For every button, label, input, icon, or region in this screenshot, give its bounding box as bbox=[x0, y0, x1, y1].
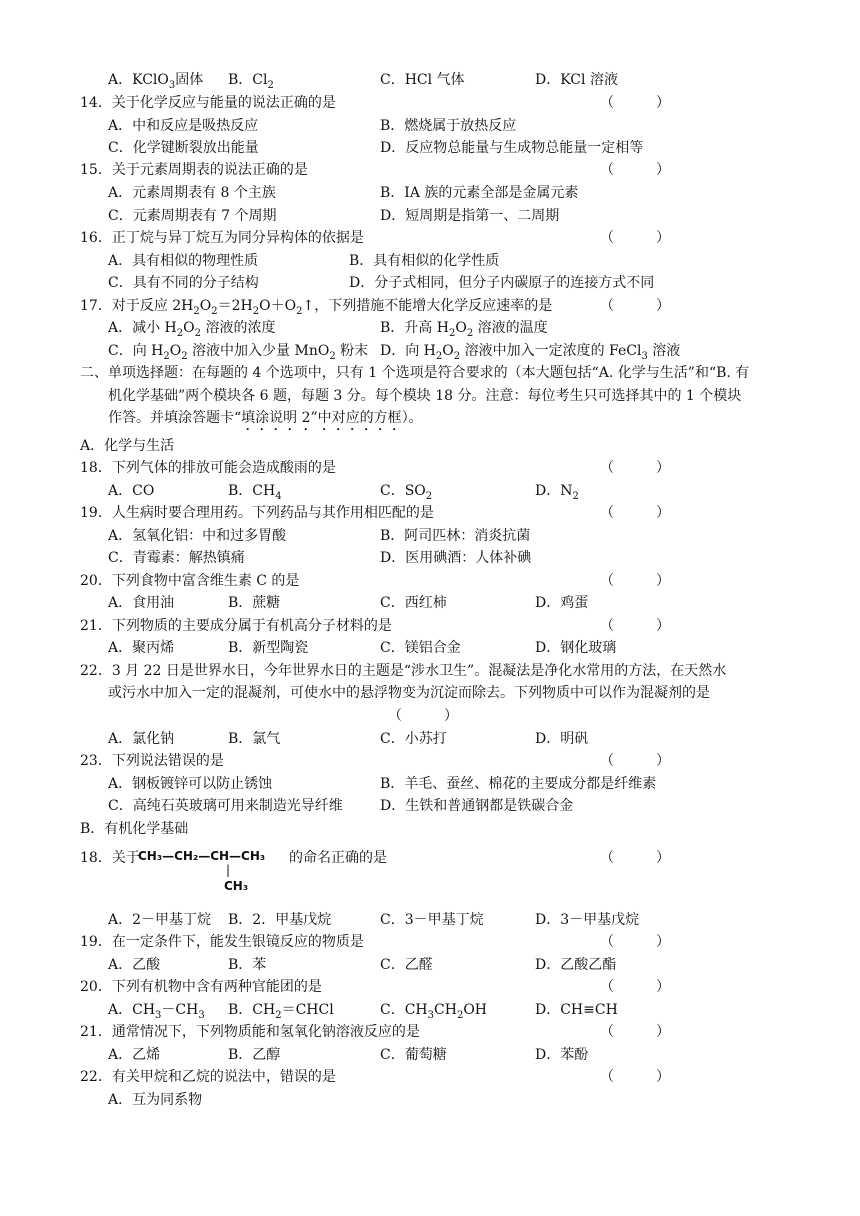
b19-option-b: B．苯 bbox=[228, 957, 267, 973]
formula-branch-bond: | bbox=[226, 863, 231, 877]
a19-option-d: D．医用碘酒：人体补碘 bbox=[380, 550, 532, 566]
a22-option-d: D．明矾 bbox=[535, 731, 589, 747]
a19-option-c: C．青霉素：解热镇痛 bbox=[108, 550, 245, 566]
b19-answer-paren: （ ） bbox=[600, 934, 670, 950]
a23-answer-paren: （ ） bbox=[600, 753, 670, 769]
a23-option-c: C．高纯石英玻璃可用来制造光导纤维 bbox=[108, 798, 343, 814]
q13-option-a: A．KClO$_3$固体 bbox=[108, 72, 204, 91]
b22-answer-paren: （ ） bbox=[600, 1069, 670, 1085]
q14-stem: 14．关于化学反应与能量的说法正确的是 bbox=[80, 95, 336, 111]
b21-option-c: C．葡萄糖 bbox=[380, 1047, 447, 1063]
b19-option-c: C．乙醛 bbox=[380, 957, 433, 973]
a18-answer-paren: （ ） bbox=[600, 460, 670, 476]
a21-option-b: B．新型陶瓷 bbox=[228, 640, 309, 656]
b20-option-a: A．$CH_3-CH_3$ bbox=[108, 1002, 205, 1021]
a23-option-d: D．生铁和普通钢都是铁碳合金 bbox=[380, 798, 574, 814]
b18-option-b: B．2．甲基戊烷 bbox=[228, 912, 332, 928]
b20-option-b: B．$CH_2=CHCl$ bbox=[228, 1002, 334, 1021]
q16-option-a: A．具有相似的物理性质 bbox=[108, 253, 259, 269]
b21-answer-paren: （ ） bbox=[600, 1024, 670, 1040]
q14-option-b: B．燃烧属于放热反应 bbox=[380, 118, 517, 134]
section2-instructions-line1: 二、单项选择题：在每题的 4 个选项中，只有 1 个选项是符合要求的（本大题包括“A. 化学与生活”和“B. 有 bbox=[80, 365, 750, 381]
q14-option-c: C．化学键断裂放出能量 bbox=[108, 140, 259, 156]
b21-option-b: B．乙醇 bbox=[228, 1047, 281, 1063]
a20-stem: 20．下列食物中富含维生素 C 的是 bbox=[80, 573, 300, 589]
q14-option-d: D．反应物总能量与生成物总能量一定相等 bbox=[380, 140, 644, 156]
q16-option-b: B．具有相似的化学性质 bbox=[349, 253, 500, 269]
a22-option-c: C．小苏打 bbox=[380, 731, 447, 747]
structural-formula bbox=[138, 848, 288, 898]
a23-option-a: A．钢板镀锌可以防止锈蚀 bbox=[108, 776, 273, 792]
a19-answer-paren: （ ） bbox=[600, 505, 670, 521]
a20-option-c: C．西红柿 bbox=[380, 595, 447, 611]
b22-option-a: A．互为同系物 bbox=[108, 1092, 203, 1108]
q17-option-b: B．升高 $H_2O_2$ 溶液的温度 bbox=[380, 320, 548, 339]
a18-stem: 18．下列气体的排放可能会造成酸雨的是 bbox=[80, 460, 336, 476]
b20-answer-paren: （ ） bbox=[600, 979, 670, 995]
b22-stem: 22．有关甲烷和乙烷的说法中，错误的是 bbox=[80, 1069, 336, 1085]
b21-option-a: A．乙烯 bbox=[108, 1047, 161, 1063]
b18-answer-paren: （ ） bbox=[600, 850, 670, 866]
a23-option-b: B．羊毛、蚕丝、棉花的主要成分都是纤维素 bbox=[380, 776, 657, 792]
b18-stem-prefix: 18．关于 bbox=[80, 850, 140, 866]
q15-option-a: A．元素周期表有 8 个主族 bbox=[108, 185, 276, 201]
a22-stem-line2: 或污水中加入一定的混凝剂，可使水中的悬浮物变为沉淀而除去。下列物质中可以作为混凝剂的是 bbox=[108, 685, 710, 701]
a21-answer-paren: （ ） bbox=[600, 618, 670, 634]
q13-option-d: D．KCl 溶液 bbox=[535, 72, 618, 88]
b21-stem: 21．通常情况下，下列物质能和氢氧化钠溶液反应的是 bbox=[80, 1024, 420, 1040]
a22-option-a: A．氯化钠 bbox=[108, 731, 175, 747]
b18-stem-suffix: 的命名正确的是 bbox=[289, 850, 387, 866]
q17-answer-paren: （ ） bbox=[600, 298, 670, 314]
b19-stem: 19．在一定条件下，能发生银镜反应的物质是 bbox=[80, 934, 364, 950]
module-a-title: A．化学与生活 bbox=[80, 438, 175, 454]
b18-option-c: C．3－甲基丁烷 bbox=[380, 912, 484, 928]
a22-stem-line1: 22．3 月 22 日是世界水日，今年世界水日的主题是“涉水卫生”。混凝法是净化水常用的方法，在天然水 bbox=[80, 663, 727, 679]
q16-answer-paren: （ ） bbox=[600, 230, 670, 246]
a23-stem: 23．下列说法错误的是 bbox=[80, 753, 224, 769]
b21-option-d: D．苯酚 bbox=[535, 1047, 589, 1063]
a20-option-d: D．鸡蛋 bbox=[535, 595, 589, 611]
q16-option-d: D．分子式相同，但分子内碳原子的连接方式不同 bbox=[349, 275, 655, 291]
b20-stem: 20．下列有机物中含有两种官能团的是 bbox=[80, 979, 322, 995]
section2-instructions-line3: 作答。并填涂答题卡“填涂说明 2”中对应的方框）。 bbox=[108, 410, 423, 426]
a20-option-a: A．食用油 bbox=[108, 595, 175, 611]
b19-option-d: D．乙酸乙酯 bbox=[535, 957, 617, 973]
a21-option-c: C．镁铝合金 bbox=[380, 640, 461, 656]
q17-stem: 17．对于反应 $2H_2O_2=2H_2O+O_2↑$，下列措施不能增大化学反应速率的是 bbox=[80, 298, 553, 317]
a20-option-b: B．蔗糖 bbox=[228, 595, 281, 611]
a18-option-a: A．CO bbox=[108, 483, 155, 499]
q14-option-a: A．中和反应是吸热反应 bbox=[108, 118, 259, 134]
q13-option-c: C．HCl 气体 bbox=[380, 72, 465, 88]
q13-option-b: B．$Cl_2$ bbox=[228, 72, 274, 91]
formula-main-chain: CH₃—CH₂—CH—CH₃ bbox=[138, 849, 266, 863]
section2-instructions-line2: 机化学基础”两个模块各 6 题，每题 3 分。每个模块 18 分。注意：每位考生只可选择其中的 1 个模块 bbox=[108, 388, 742, 404]
b20-option-c: C．$CH_3CH_2OH$ bbox=[380, 1002, 487, 1021]
a19-option-a: A．氢氧化铝：中和过多胃酸 bbox=[108, 528, 287, 544]
a18-option-b: B．$CH_4$ bbox=[228, 483, 282, 502]
a22-option-b: B．氯气 bbox=[228, 731, 281, 747]
b18-option-a: A．2－甲基丁烷 bbox=[108, 912, 212, 928]
a19-stem: 19．人生病时要合理用药。下列药品与其作用相匹配的是 bbox=[80, 505, 434, 521]
b20-option-d: D．CH≡CH bbox=[535, 1002, 618, 1018]
q15-stem: 15．关于元素周期表的说法正确的是 bbox=[80, 162, 308, 178]
a22-answer-paren: （ ） bbox=[388, 708, 458, 724]
b18-option-d: D．3－甲基戊烷 bbox=[535, 912, 640, 928]
a21-option-a: A．聚丙烯 bbox=[108, 640, 175, 656]
q14-answer-paren: （ ） bbox=[600, 95, 670, 111]
a21-stem: 21．下列物质的主要成分属于有机高分子材料的是 bbox=[80, 618, 392, 634]
emphasized-text: 填涂说明 2”中对应的方框 bbox=[241, 410, 402, 426]
q17-option-c: C．向 $H_2O_2$ 溶液中加入少量 MnO$_2$ 粉末 bbox=[108, 343, 369, 362]
a21-option-d: D．钢化玻璃 bbox=[535, 640, 617, 656]
q16-option-c: C．具有不同的分子结构 bbox=[108, 275, 259, 291]
module-b-title: B．有机化学基础 bbox=[80, 821, 189, 837]
formula-branch-group: CH₃ bbox=[224, 879, 249, 893]
q15-option-c: C．元素周期表有 7 个周期 bbox=[108, 208, 277, 224]
q17-option-d: D．向 $H_2O_2$ 溶液中加入一定浓度的 FeCl$_3$ 溶液 bbox=[380, 343, 681, 362]
q15-option-d: D．短周期是指第一、二周期 bbox=[380, 208, 560, 224]
q15-option-b: B．ⅠA 族的元素全部是金属元素 bbox=[380, 185, 579, 201]
q16-stem: 16．正丁烷与异丁烷互为同分异构体的依据是 bbox=[80, 230, 364, 246]
a18-option-c: C．$SO_2$ bbox=[380, 483, 433, 502]
a18-option-d: D．$N_2$ bbox=[535, 483, 579, 502]
q15-answer-paren: （ ） bbox=[600, 162, 670, 178]
q17-option-a: A．减小 $H_2O_2$ 溶液的浓度 bbox=[108, 320, 276, 339]
a20-answer-paren: （ ） bbox=[600, 573, 670, 589]
a19-option-b: B．阿司匹林：消炎抗菌 bbox=[380, 528, 531, 544]
b19-option-a: A．乙酸 bbox=[108, 957, 161, 973]
